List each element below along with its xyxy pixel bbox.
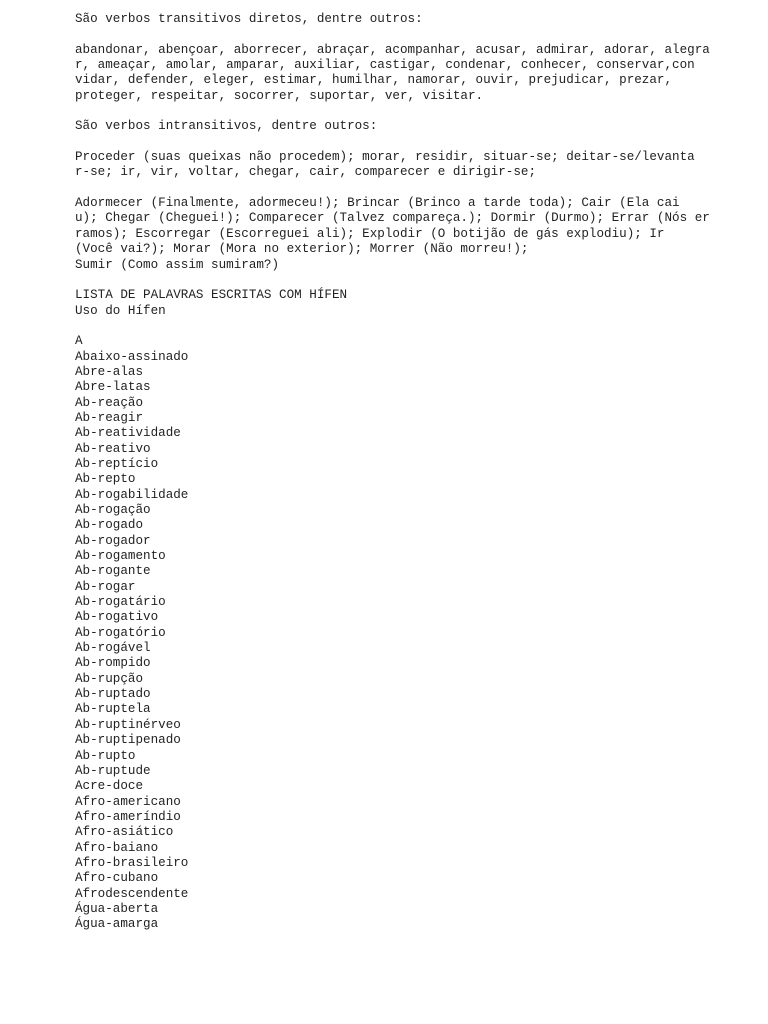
list-item: Afro-baiano: [75, 840, 159, 855]
paragraph-line: ramos); Escorregar (Escorreguei ali); Explodir (O botijão de gás explodiu); Ir: [75, 226, 665, 241]
paragraph-line: proteger, respeitar, socorrer, suportar, ver, visitar.: [75, 88, 484, 103]
list-item: Ab-rogado: [75, 518, 144, 533]
list-item: Ab-repto: [75, 472, 136, 487]
letter-heading: A: [75, 334, 83, 349]
list-item: Ab-ruptinérveo: [75, 717, 181, 732]
spacer: [75, 181, 755, 196]
list-item: Abaixo-assinado: [75, 349, 189, 364]
spacer: [75, 27, 755, 42]
paragraph-line: Adormecer (Finalmente, adormeceu!); Brincar (Brinco a tarde toda); Cair (Ela cai: [75, 196, 680, 211]
list-item: Ab-rogar: [75, 579, 136, 594]
list-item: Água-amarga: [75, 917, 159, 932]
list-item: Acre-doce: [75, 779, 144, 794]
list-item: Ab-ruptela: [75, 702, 151, 717]
paragraph-line: Sumir (Como assim sumiram?): [75, 257, 280, 272]
intransitive-heading: São verbos intransitivos, dentre outros:: [75, 119, 378, 134]
list-item: Afro-asiático: [75, 825, 174, 840]
list-item: Ab-reagir: [75, 410, 144, 425]
list-item: Ab-rogante: [75, 564, 151, 579]
list-item: Afro-brasileiro: [75, 855, 189, 870]
list-item: Ab-rogatório: [75, 625, 166, 640]
list-item: Ab-rompido: [75, 656, 151, 671]
list-item: Ab-rogativo: [75, 610, 159, 625]
list-subtitle: Uso do Hífen: [75, 303, 166, 318]
list-item: Afro-cubano: [75, 871, 159, 886]
spacer: [75, 273, 755, 288]
paragraph-line: Proceder (suas queixas não procedem); morar, residir, situar-se; deitar-se/levanta: [75, 150, 695, 165]
transitive-heading: São verbos transitivos diretos, dentre outros:: [75, 12, 423, 26]
spacer: [75, 104, 755, 119]
spacer: [75, 319, 755, 334]
list-item: Ab-ruptipenado: [75, 733, 181, 748]
list-item: Afro-americano: [75, 794, 181, 809]
paragraph-line: (Você vai?); Morar (Mora no exterior); Morrer (Não morreu!);: [75, 242, 529, 257]
list-item: Ab-rupção: [75, 671, 144, 686]
list-title: LISTA DE PALAVRAS ESCRITAS COM HÍFEN: [75, 288, 348, 303]
list-item: Ab-rogatário: [75, 595, 166, 610]
list-item: Ab-rogação: [75, 503, 151, 517]
hyphen-word-list: [75, 350, 755, 933]
list-item: Abre-alas: [75, 364, 144, 379]
transitive-verbs-paragraph: [75, 43, 755, 104]
list-item: Ab-reativo: [75, 441, 151, 456]
spacer: [75, 135, 755, 150]
list-item: Ab-ruptado: [75, 687, 151, 702]
paragraph-line: vidar, defender, eleger, estimar, humilhar, namorar, ouvir, prejudicar, prezar,: [75, 73, 673, 88]
list-item: Ab-reptício: [75, 456, 159, 471]
paragraph-line: r, ameaçar, amolar, amparar, auxiliar, castigar, condenar, conhecer, conservar,con: [75, 58, 695, 73]
list-item: Ab-rogamento: [75, 549, 166, 564]
paragraph-line: u); Chegar (Cheguei!); Comparecer (Talvez compareça.); Dormir (Durmo); Errar (Nós er: [75, 211, 710, 226]
list-item: Abre-latas: [75, 380, 151, 395]
list-item: Ab-reatividade: [75, 426, 181, 441]
list-item: Ab-rogável: [75, 641, 151, 656]
intransitive-verbs-paragraph: [75, 150, 755, 181]
list-item: Ab-rogabilidade: [75, 487, 189, 502]
paragraph-line: r-se; ir, vir, voltar, chegar, cair, comparecer e dirigir-se;: [75, 165, 537, 180]
list-item: Ab-rupto: [75, 748, 136, 763]
list-item: Água-aberta: [75, 901, 159, 916]
list-item: Ab-rogador: [75, 533, 151, 548]
list-item: Ab-reação: [75, 395, 144, 410]
list-item: Afrodescendente: [75, 886, 189, 901]
list-item: Ab-ruptude: [75, 763, 151, 778]
paragraph-line: abandonar, abençoar, aborrecer, abraçar, acompanhar, acusar, admirar, adorar, alegra: [75, 42, 710, 57]
list-item: Afro-ameríndio: [75, 809, 181, 824]
intransitive-examples-paragraph: [75, 196, 755, 273]
document-page: [75, 12, 755, 933]
